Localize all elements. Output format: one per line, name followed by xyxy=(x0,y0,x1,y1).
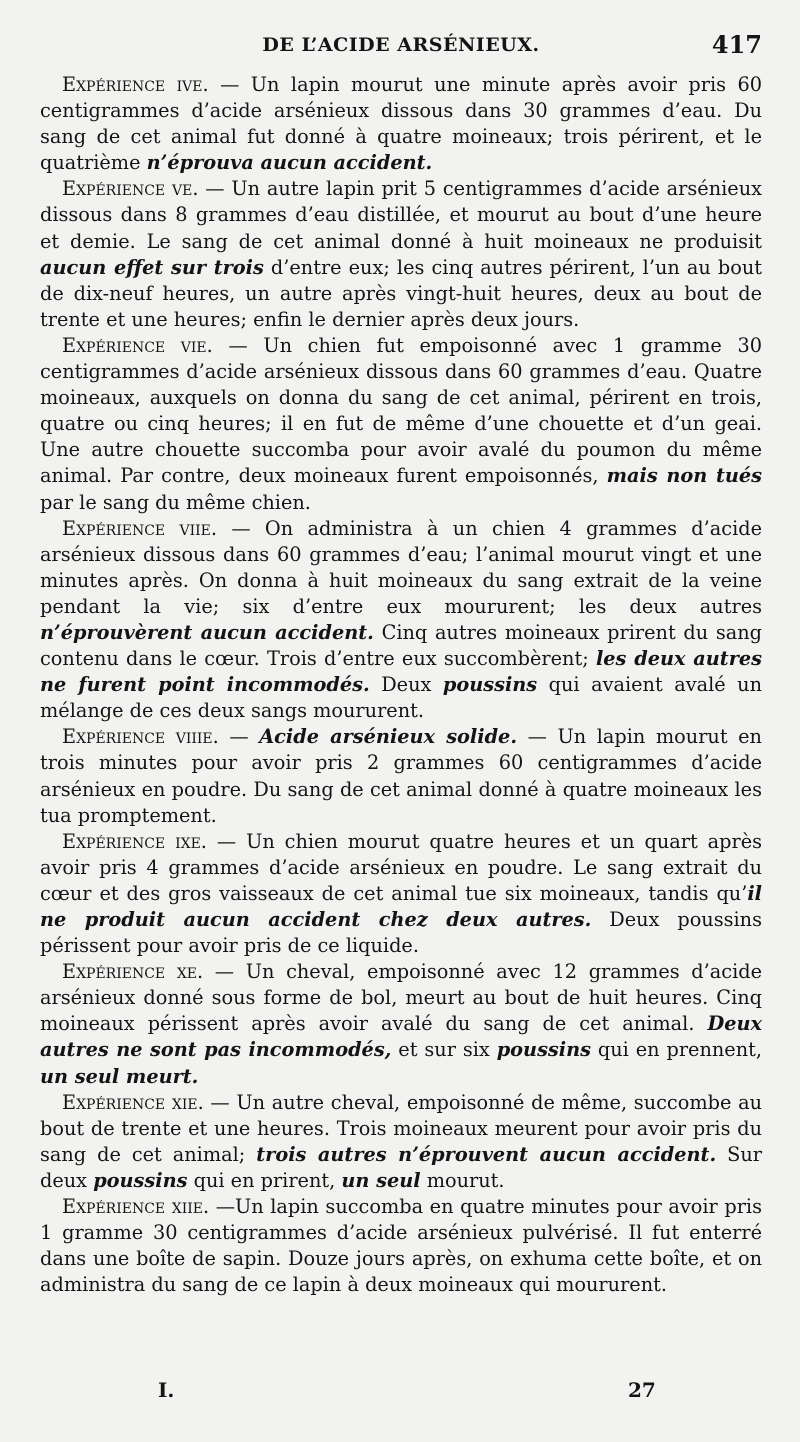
paragraph-text: d’entre eux; les cinq autres périrent, l’un au bout de dix-neuf heures, un autre après vingt-huit heures, deux au bout de trente et une heures; enfin le dernier après deux jours. xyxy=(40,255,763,331)
experience-paragraph xyxy=(40,1090,762,1194)
experience-label: Expérience ive. xyxy=(62,73,209,96)
paragraph-text: — Un autre lapin prit 5 centigrammes d’acide arsénieux dissous dans 8 grammes d’eau distillée, et mourut au bout d’une heure et demie. Le sang de cet animal donné à huit moineaux ne produisit xyxy=(40,177,762,253)
emphasized-text: il ne produit aucun accident chez deux autres. xyxy=(40,881,762,931)
emphasized-text: mais non tués xyxy=(606,464,763,488)
emphasized-text: n’éprouvèrent aucun accident. xyxy=(40,620,374,644)
paragraph-text: — Un autre cheval, empoisonné de même, succombe au bout de trente et une heures. Trois moineaux meurent pour avoir pris du sang de cet animal; xyxy=(40,1090,762,1166)
paragraph-text: par le sang du même chien. xyxy=(40,490,311,514)
emphasized-text: poussins xyxy=(496,1038,591,1062)
emphasized-text: un seul xyxy=(341,1168,421,1192)
paragraph-text: Sur deux xyxy=(40,1142,762,1192)
page-footer xyxy=(40,1378,762,1408)
paragraph-text: Deux poussins périssent pour avoir pris de ce liquide. xyxy=(40,908,762,958)
paragraph-text: mourut. xyxy=(420,1168,505,1192)
experience-label: Expérience xie. xyxy=(62,1090,204,1114)
sheet-number: 27 xyxy=(628,1378,656,1402)
page-header xyxy=(40,30,762,70)
paragraph-text: — Un chien mourut quatre heures et un quart après avoir pris 4 grammes d’acide arsénieux en poudre. Le sang extrait du cœur et des gros vaisseaux de cet animal tue six moineaux, tandis qu’ xyxy=(40,829,762,905)
body-text xyxy=(40,72,762,1298)
paragraph-text: —Un lapin succomba en quatre minutes pour avoir pris 1 gramme 30 centigrammes d’acide arsénieux pulvérisé. Il fut enterré dans une boîte de sapin. Douze jours après, on exhuma cette boîte, et on administra du sang de ce lapin à deux moineaux qui moururent. xyxy=(40,1195,762,1297)
paragraph-text: — xyxy=(218,725,260,749)
paragraph-text: Cinq autres moineaux prirent du sang contenu dans le cœur. Trois d’entre eux succombèrent; xyxy=(40,620,762,671)
emphasized-text: poussins xyxy=(442,673,538,697)
experience-paragraph xyxy=(40,724,762,828)
emphasized-text: n’éprouva aucun accident. xyxy=(146,151,433,175)
experience-paragraph xyxy=(40,72,762,176)
paragraph-text: — Un lapin mourut en trois minutes pour avoir pris 2 grammes 60 centigrammes d’acide arsénieux en poudre. Du sang de cet animal donné à quatre moineaux les tua promptement. xyxy=(40,725,762,827)
emphasized-text: les deux autres ne furent point incommodés. xyxy=(40,647,762,697)
experience-paragraph xyxy=(40,959,762,1089)
experience-label: Expérience viiie. xyxy=(62,725,219,749)
paragraph-text: qui en prirent, xyxy=(187,1168,342,1192)
experience-label: Expérience xe. xyxy=(62,960,204,984)
emphasized-text: un seul meurt. xyxy=(40,1064,199,1088)
experience-paragraph xyxy=(40,176,762,333)
emphasized-text: Acide arsénieux solide. xyxy=(259,725,518,749)
experience-paragraph xyxy=(40,333,762,516)
experience-label: Expérience xiie. xyxy=(62,1195,210,1219)
paragraph-text: — Un cheval, empoisonné avec 12 grammes d’acide arsénieux donné sous forme de bol, meurt au bout de huit heures. Cinq moineaux périssent après avoir avalé du sang de cet animal. xyxy=(40,960,762,1036)
paragraph-text: qui avaient avalé un mélange de ces deux sangs moururent. xyxy=(40,673,762,723)
emphasized-text: trois autres n’éprouvent aucun accident. xyxy=(256,1142,717,1166)
paragraph-text: qui en prennent, xyxy=(590,1038,763,1062)
paragraph-text: — On administra à un chien 4 grammes d’acide arsénieux dissous dans 60 grammes d’eau; l’animal mourut vingt et une minutes après. On donna à huit moineaux du sang extrait de la veine pendant la vie; six d’entre eux moururent; les deux autres xyxy=(40,516,762,618)
paragraph-text: et sur six xyxy=(391,1038,497,1062)
running-title: DE L’ACIDE ARSÉNIEUX. xyxy=(262,34,540,56)
experience-paragraph xyxy=(40,516,762,725)
paragraph-text: — Un chien fut empoisonné avec 1 gramme 30 centigrammes d’acide arsénieux dissous dans 60 grammes d’eau. Quatre moineaux, auxquels on donna du sang de cet animal, périrent en trois, quatre ou cinq heures; il en fut de même d’une chouette et d’un geai. Une autre chouette succomba pour avoir avalé du poumon du même animal. Par contre, deux moineaux furent empoisonnés, xyxy=(40,333,762,488)
emphasized-text: aucun effet sur trois xyxy=(40,255,264,279)
experience-label: Expérience ixe. xyxy=(62,829,207,853)
paragraph-text: — Un lapin mourut une minute après avoir pris 60 centigrammes d’acide arsénieux dissous dans 30 grammes d’eau. Du sang de cet animal fut donné à quatre moineaux; trois périrent, et le quatrième xyxy=(40,73,762,175)
emphasized-text: poussins xyxy=(93,1168,188,1192)
experience-label: Expérience viie. xyxy=(62,516,217,540)
experience-label: Expérience vie. xyxy=(62,333,213,357)
page-number: 417 xyxy=(711,30,762,59)
signature-mark: I. xyxy=(158,1378,175,1402)
experience-label: Expérience ve. xyxy=(62,177,199,201)
experience-paragraph xyxy=(40,829,762,959)
experience-paragraph xyxy=(40,1194,762,1298)
emphasized-text: Deux autres ne sont pas incommodés, xyxy=(40,1012,762,1062)
paragraph-text: Deux xyxy=(369,673,443,697)
